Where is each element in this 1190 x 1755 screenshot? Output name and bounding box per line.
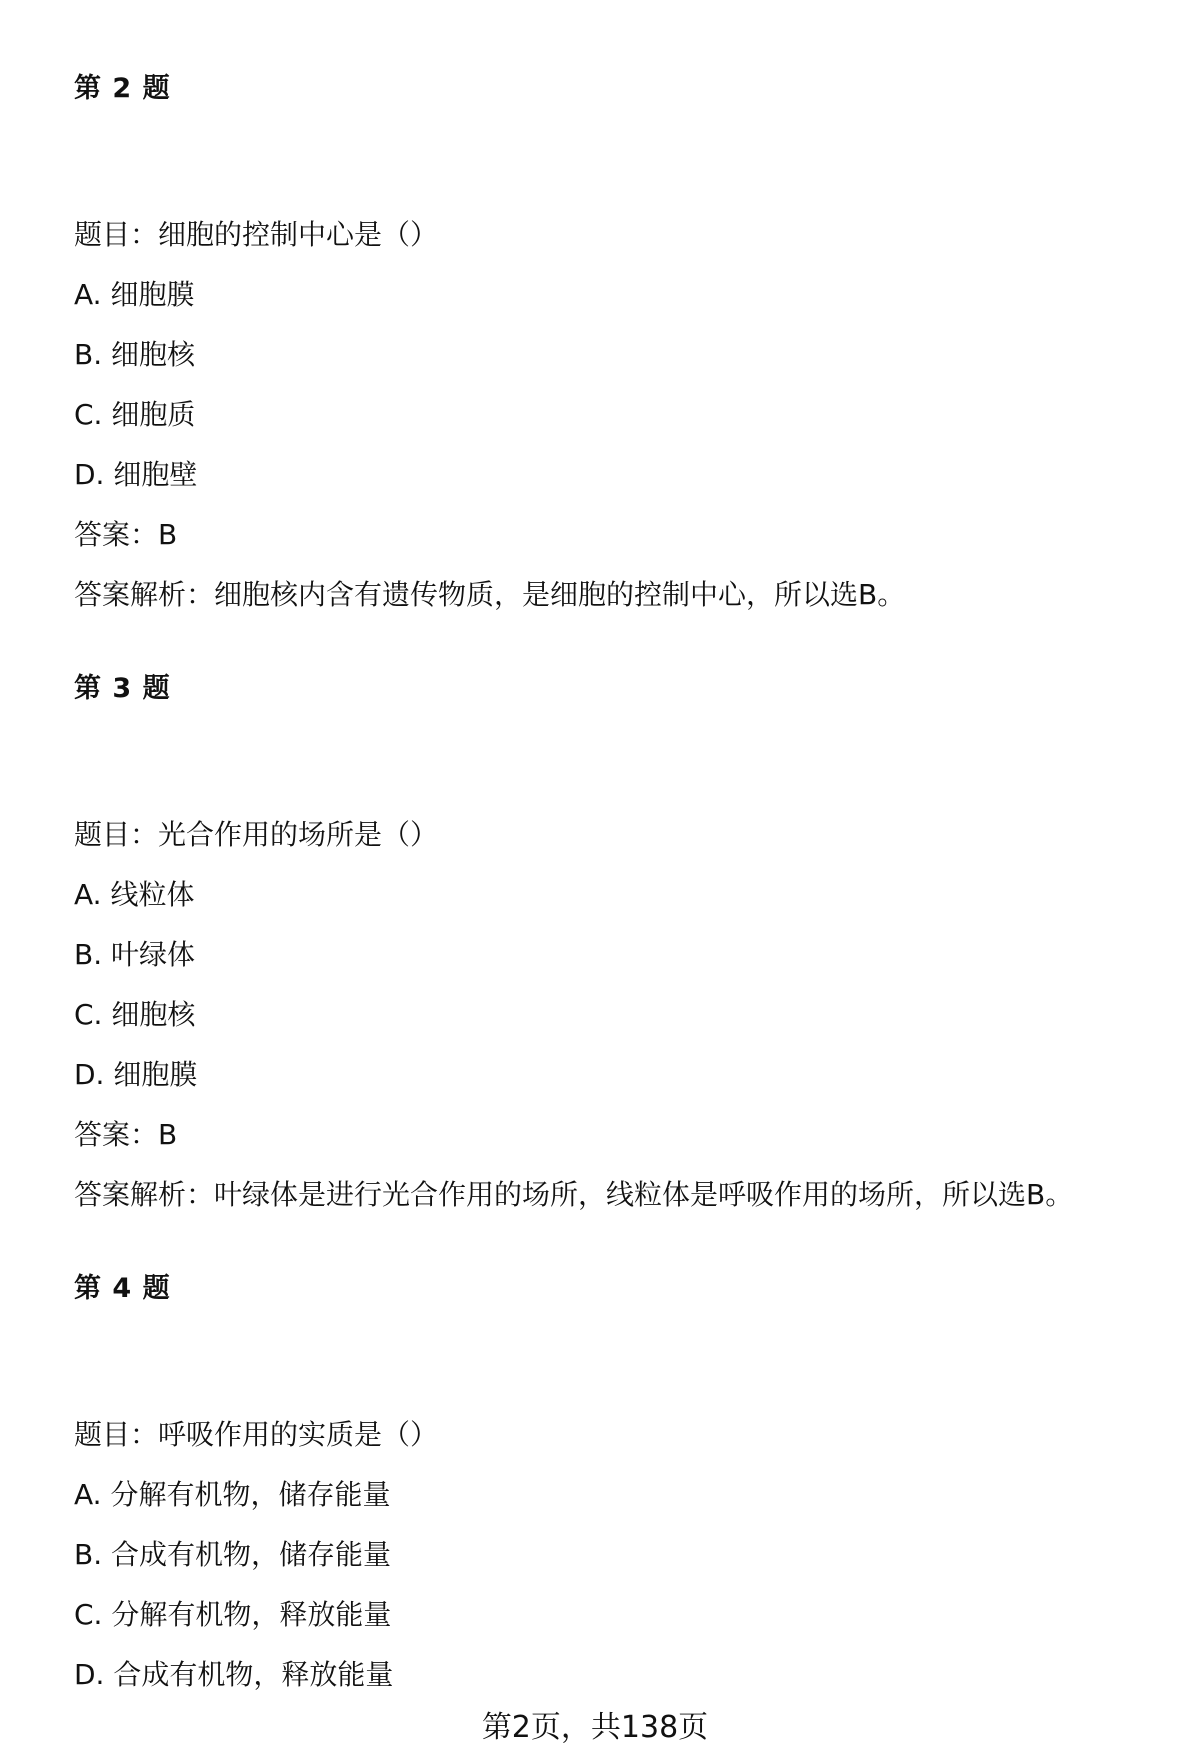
question-stem: 题目：呼吸作用的实质是（）: [74, 1418, 439, 1451]
option-d: D. 细胞膜: [74, 1058, 198, 1091]
option-a: A. 分解有机物，储存能量: [74, 1478, 391, 1511]
answer-explanation: 答案解析：叶绿体是进行光合作用的场所，线粒体是呼吸作用的场所，所以选B。: [74, 1178, 1074, 1211]
option-b: B. 合成有机物，储存能量: [74, 1538, 392, 1571]
option-a: A. 线粒体: [74, 878, 195, 911]
option-c: C. 分解有机物，释放能量: [74, 1598, 392, 1631]
page-number-footer: 第2页，共138页: [481, 1710, 709, 1745]
option-d: D. 合成有机物，释放能量: [74, 1658, 394, 1691]
option-b: B. 细胞核: [74, 338, 196, 371]
option-c: C. 细胞核: [74, 998, 196, 1031]
question-heading: 第 2 题: [74, 73, 171, 104]
option-b: B. 叶绿体: [74, 938, 196, 971]
answer: 答案：B: [74, 1118, 178, 1151]
question-stem: 题目：光合作用的场所是（）: [74, 818, 439, 851]
answer-explanation: 答案解析：细胞核内含有遗传物质，是细胞的控制中心，所以选B。: [74, 578, 906, 611]
option-d: D. 细胞壁: [74, 458, 198, 491]
question-stem: 题目：细胞的控制中心是（）: [74, 218, 439, 251]
answer: 答案：B: [74, 518, 178, 551]
question-heading: 第 3 题: [74, 673, 171, 704]
option-a: A. 细胞膜: [74, 278, 195, 311]
question-heading: 第 4 题: [74, 1273, 171, 1304]
option-c: C. 细胞质: [74, 398, 196, 431]
